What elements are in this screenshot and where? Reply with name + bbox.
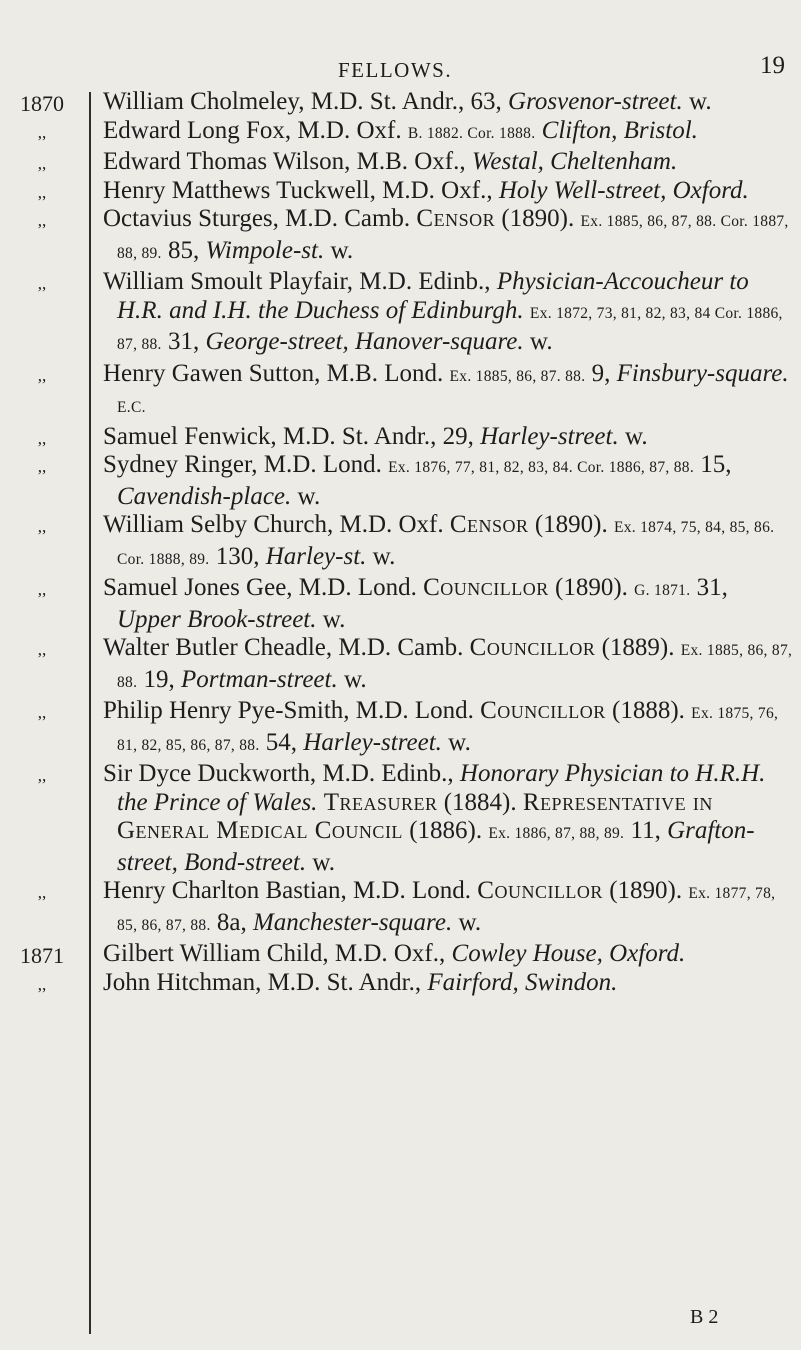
ditto-mark: ,, (37, 457, 47, 476)
entry-text: 9, (585, 359, 617, 387)
fellow-entry (103, 451, 793, 511)
entry-text: Walter Butler Cheadle, M.D. Camb. (103, 634, 470, 661)
entry-text: Harley-street. (480, 422, 619, 450)
ditto-mark: ,, (37, 123, 47, 142)
entry-text: Manchester-square. (252, 908, 453, 936)
entry-text: G. 1871. (634, 582, 691, 599)
fellow-entry (103, 634, 793, 697)
ditto-mark: ,, (37, 274, 47, 293)
ditto-mark: ,, (37, 883, 47, 902)
fellow-entry (103, 117, 793, 149)
fellow-entry (103, 268, 793, 360)
entry-text: Ex. 1886, 87, 88, 89. (488, 825, 625, 842)
entry-text: Portman-street. (181, 665, 338, 693)
entry-text: Samuel Jones Gee, M.D. Lond. (103, 574, 424, 601)
entry-text: 130, (209, 542, 266, 570)
entry-text: Philip Henry Pye-Smith, M.D. Lond. (103, 697, 481, 724)
entry-text: Ex. 1876, 77, 81, 82, 83, 84. Cor. 1886, 87, 88. (388, 459, 694, 476)
entry-text: William Selby Church, M.D. Oxf. (103, 511, 450, 538)
entry-text: Censor (416, 205, 496, 232)
entry-text: Harley-street. (303, 728, 442, 756)
entry-text: Henry Matthews Tuckwell, M.D. Oxf., (103, 176, 499, 204)
entry-text: Gilbert William Child, M.D. Oxf., (103, 940, 452, 967)
entry-text: (1890). (495, 205, 581, 232)
entry-text: Ex. 1885, 86, 87, 88. Cor. 1887, 88, 89. (117, 213, 789, 262)
entry-text: Wimpole-st. (205, 236, 325, 264)
entry-text: (1884). (437, 788, 523, 816)
entry-text: 31, (690, 574, 728, 601)
entry-text: Finsbury-square. (616, 359, 789, 387)
entry-text: 15, (694, 451, 732, 478)
entry-text: (1890). (602, 877, 689, 904)
entry-text: (1888). (605, 697, 692, 724)
entry-text: 85, (161, 236, 206, 264)
entry-text: Ex. 1885, 86, 87, 88. (117, 642, 793, 691)
running-header: FELLOWS. (338, 58, 453, 82)
entry-text: Edward Long Fox, M.D. Oxf. (103, 116, 408, 144)
election-year: 1871 (20, 943, 64, 968)
entry-text: Octavius Sturges, M.D. Camb. (103, 205, 417, 232)
entry-text: (1886). (402, 817, 489, 844)
ditto-mark: ,, (37, 366, 47, 385)
ditto-mark: ,, (37, 766, 47, 785)
entry-text: 11, (624, 817, 668, 844)
entry-text: Grosvenor-street. (508, 88, 683, 115)
fellow-entry (103, 205, 793, 268)
entry-text: Honorary Physician to H.R.H. the Prince of Wales. (117, 760, 766, 816)
entry-text: Sydney Ringer, M.D. Lond. (103, 451, 389, 478)
entry-text: (1890). (528, 511, 614, 538)
entry-text: Harley-st. (265, 542, 367, 570)
entry-text: Henry Gawen Sutton, M.B. Lond. (103, 359, 450, 387)
entry-text: B. 1882. Cor. 1888. (407, 124, 536, 142)
entry-text: w. (291, 482, 321, 510)
entry-text: Ex. 1872, 73, 81, 82, 83, 84 Cor. 1886, 87, 88. (117, 304, 783, 353)
entry-text: Councillor (477, 877, 603, 904)
ditto-mark: ,, (37, 429, 47, 448)
fellow-entry (103, 697, 793, 760)
entry-text: William Smoult Playfair, M.D. Edinb., (103, 268, 497, 295)
entry-text: w. (366, 542, 396, 570)
entry-text: w. (306, 848, 336, 876)
entry-text: Cavendish-place. (117, 482, 292, 510)
entry-text: John Hitchman, M.D. St. Andr., (103, 968, 428, 996)
ditto-mark: ,, (37, 703, 47, 722)
entry-text: Censor (449, 511, 529, 538)
fellow-entry (103, 423, 793, 452)
entry-text: William Cholmeley, M.D. St. Andr., 63, (103, 88, 509, 115)
ditto-mark: ,, (37, 154, 47, 173)
fellow-entry (103, 969, 793, 998)
entry-text: 54, (259, 728, 304, 756)
ditto-mark: ,, (37, 975, 47, 994)
entry-text: Representative in General Medical Council (117, 788, 713, 844)
fellows-list (103, 88, 793, 997)
entry-text: Ex. 1875, 76, 81, 82, 85, 86, 87, 88. (117, 705, 779, 754)
entry-text: Cowley House, Oxford. (451, 940, 686, 967)
entry-text: Ex. 1877, 78, 85, 86, 87, 88. (117, 885, 776, 934)
ditto-mark: ,, (37, 640, 47, 659)
entry-text: Samuel Fenwick, M.D. St. Andr., 29, (103, 422, 481, 450)
entry-text: Treasurer (323, 788, 438, 816)
entry-text: Westal, Cheltenham. (471, 148, 678, 175)
entry-text: Councillor (480, 697, 606, 724)
entry-text: Henry Charlton Bastian, M.D. Lond. (103, 877, 478, 904)
ditto-mark: ,, (37, 580, 47, 599)
entry-text: w. (441, 728, 471, 756)
entry-text: 31, (161, 328, 206, 355)
entry-text: w. (682, 88, 712, 115)
entry-text: w. (324, 236, 354, 264)
entry-text: E.C. (117, 399, 146, 416)
entry-text: Fairford, Swindon. (427, 968, 618, 996)
entry-text: w. (452, 908, 482, 936)
entry-text: Sir Dyce Duckworth, M.D. Edinb., (103, 760, 460, 787)
fellow-entry (103, 574, 793, 634)
fellow-entry (103, 940, 793, 969)
entry-text: (1889). (595, 634, 681, 661)
fellow-entry (103, 360, 793, 423)
page-number: 19 (760, 52, 785, 79)
entry-text: Holy Well-street, Oxford. (498, 176, 749, 204)
entry-text: w. (523, 328, 553, 355)
entry-text: w. (337, 665, 367, 693)
entry-text: Councillor (469, 634, 596, 661)
entry-text: Ex. 1874, 75, 84, 85, 86. Cor. 1888, 89. (117, 519, 775, 568)
fellow-entry (103, 511, 793, 574)
entry-text: Physician-Accoucheur to H.R. and I.H. the Duchess of Edinburgh. (117, 268, 749, 324)
fellow-entry (103, 760, 793, 877)
entry-text: Councillor (423, 574, 549, 601)
entry-text: Grafton-street, Bond-street. (117, 817, 755, 876)
election-year: 1870 (20, 91, 64, 116)
signature-mark: B 2 (690, 1306, 719, 1328)
fellow-entry (103, 877, 793, 940)
entry-text: Clifton, Bristol. (541, 116, 698, 144)
ditto-mark: ,, (37, 183, 47, 202)
entry-text: w. (618, 422, 648, 450)
entry-text: Upper Brook-street. (117, 605, 317, 633)
fellow-entry (103, 88, 793, 117)
entry-text: w. (316, 605, 346, 633)
margin-rule (89, 92, 91, 1334)
fellow-entry (103, 148, 793, 177)
entry-text: George-street, Hanover-square. (205, 328, 524, 355)
entry-text: Ex. 1885, 86, 87. 88. (449, 367, 586, 385)
entry-text: Edward Thomas Wilson, M.B. Oxf., (103, 148, 472, 175)
ditto-mark: ,, (37, 517, 47, 536)
entry-text: 19, (137, 665, 182, 693)
entry-text: (1890). (548, 574, 635, 601)
fellow-entry (103, 177, 793, 206)
ditto-mark: ,, (37, 211, 47, 230)
entry-text: 8a, (210, 908, 253, 936)
